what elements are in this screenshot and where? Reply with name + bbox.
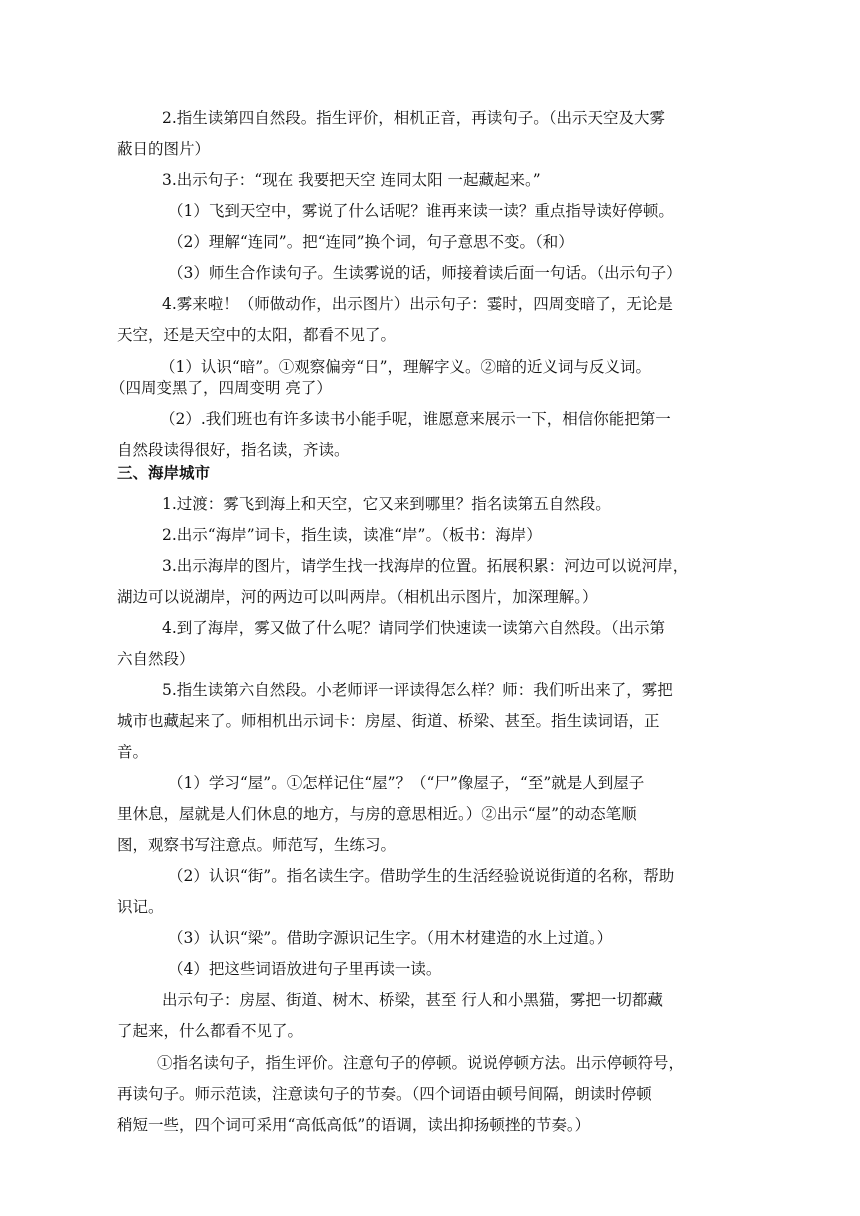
paragraph-line: 再读句子。师示范读，注意读句子的节奏。（四个词语由顿号间隔，朗读时停顿 [117,1085,652,1103]
paragraph-line: （四周变黑了，四周变明 亮了） [110,379,332,397]
paragraph-line: 天空，还是天空中的太阳，都看不见了。 [117,326,397,344]
paragraph-line: ①指名读句子，指生评价。注意句子的停顿。说说停顿方法。出示停顿符号， [157,1054,685,1072]
paragraph-line: （3）认识“梁”。借助字源识记生字。（用木材建造的水上过道。） [168,929,613,947]
paragraph-line: （1）认识“暗”。①观察偏旁“日”，理解字义。②暗的近义词与反义词。 [160,358,652,376]
paragraph-line: （1）飞到天空中，雾说了什么话呢？谁再来读一读？重点指导读好停顿。 [168,202,674,220]
paragraph-line: 3.出示海岸的图片，请学生找一找海岸的位置。拓展积累：河边可以说河岸， [162,557,689,575]
paragraph-line: 4.雾来啦！（师做动作，出示图片）出示句子：霎时，四周变暗了，无论是 [162,295,673,313]
paragraph-line: （2）.我们班也有许多读书小能手呢，谁愿意来展示一下，相信你能把第一 [160,410,671,428]
paragraph-line: 出示句子：房屋、街道、树木、桥梁，甚至 行人和小黑猫，雾把一切都藏 [162,991,663,1009]
paragraph-line: 2.出示“海岸”词卡，指生读，读准“岸”。（板书：海岸） [162,526,542,544]
paragraph-line: 湖边可以说湖岸，河的两边可以叫两岸。（相机出示图片，加深理解。） [117,588,598,606]
paragraph-line: （2）理解“连同”。把“连同”换个词，句子意思不变。（和） [168,233,574,251]
paragraph-line: （2）认识“街”。指名读生字。借助学生的生活经验说说街道的名称，帮助 [168,867,675,885]
paragraph-line: 音。 [117,743,149,761]
paragraph-line: （3）师生合作读句子。生读雾说的话，师接着读后面一句话。（出示句子） [168,264,682,282]
paragraph-line: 图，观察书写注意点。师范写，生练习。 [117,836,397,854]
paragraph-line: （4）把这些词语放进句子里再读一读。 [168,960,442,978]
paragraph-line: 识记。 [117,898,164,916]
paragraph-line: 城市也藏起来了。师相机出示词卡：房屋、街道、桥梁、甚至。指生读词语，正 [117,712,660,730]
paragraph-line: 稍短一些，四个词可采用“高低高低”的语调，读出抑扬顿挫的节奏。） [117,1116,591,1134]
paragraph-line: 1.过渡：雾飞到海上和天空，它又来到哪里？指名读第五自然段。 [162,495,611,513]
paragraph-line: 了起来，什么都看不见了。 [117,1022,304,1040]
paragraph-line: 3.出示句子：“现在 我要把天空 连同太阳 一起藏起来。” [162,171,541,189]
paragraph-line: 自然段读得很好，指名读，齐读。 [117,441,350,459]
paragraph-line: 蔽日的图片） [117,140,211,158]
paragraph-line: 4.到了海岸，雾又做了什么呢？请同学们快速读一读第六自然段。（出示第 [162,619,666,637]
paragraph-line: 5.指生读第六自然段。小老师评一评读得怎么样？师：我们听出来了，雾把 [162,681,673,699]
paragraph-line: 六自然段） [117,650,195,668]
section-heading: 三、海岸城市 [117,464,211,482]
paragraph-line: 里休息，屋就是人们休息的地方，与房的意思相近。）②出示“屋”的动态笔顺 [117,805,637,823]
paragraph-line: 2.指生读第四自然段。指生评价，相机正音，再读句子。（出示天空及大雾 [162,109,666,127]
paragraph-line: （1）学习“屋”。①怎样记住“屋”？（“尸”像屋子，“至”就是人到屋子 [168,774,645,792]
